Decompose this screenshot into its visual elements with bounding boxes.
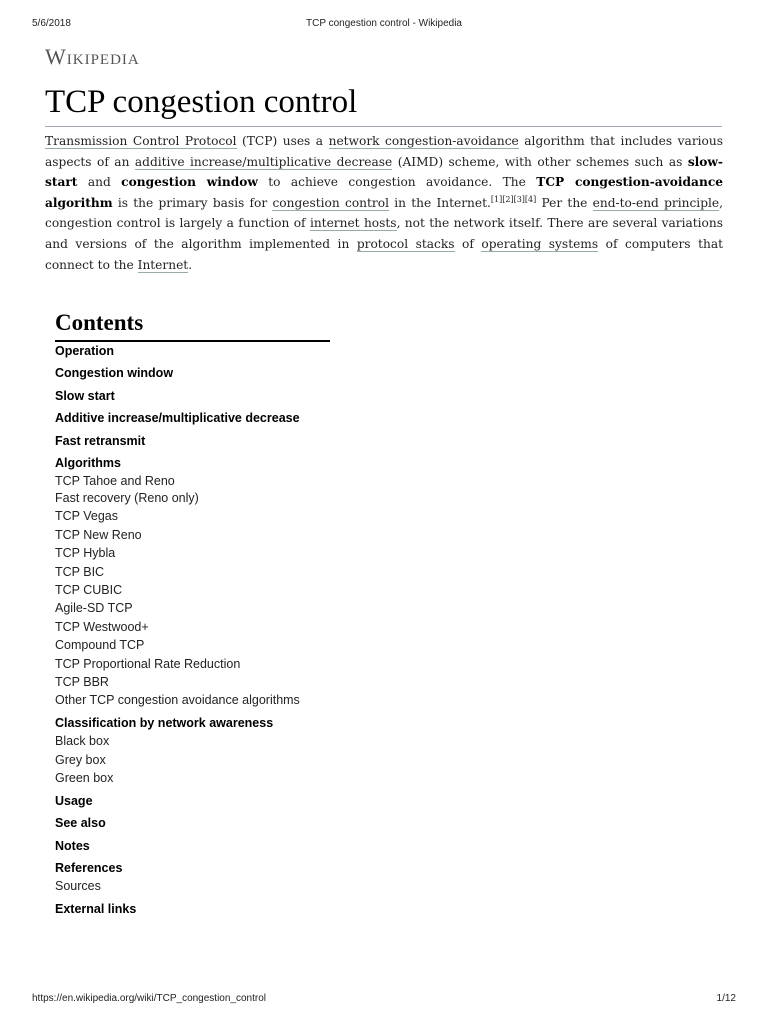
lead-link[interactable]: protocol stacks bbox=[356, 236, 455, 251]
lead-text: algorithm that includes various aspects of an bbox=[45, 134, 723, 169]
toc-link[interactable]: Other TCP congestion avoidance algorithms bbox=[55, 693, 300, 708]
toc-subsubitem bbox=[55, 490, 330, 507]
toc-link[interactable]: Compound TCP bbox=[55, 638, 145, 653]
lead-bold-term: congestion window bbox=[121, 175, 258, 190]
toc-sublist bbox=[55, 877, 330, 895]
lead-text: , not the network itself. There are several variations and versions of the algorithm implemented in bbox=[45, 216, 723, 251]
toc-link[interactable]: External links bbox=[55, 901, 137, 916]
toc-link[interactable]: Black box bbox=[55, 734, 110, 749]
toc-link[interactable]: TCP New Reno bbox=[55, 527, 142, 542]
toc-subitem bbox=[55, 636, 330, 654]
page-title: TCP congestion control bbox=[45, 82, 722, 127]
lead-link[interactable]: congestion control bbox=[272, 195, 389, 210]
toc-item bbox=[55, 364, 330, 382]
toc-link[interactable]: Classification by network awareness bbox=[55, 716, 274, 731]
toc-link[interactable]: Operation bbox=[55, 344, 115, 358]
lead-link[interactable]: end-to-end principle bbox=[592, 195, 720, 210]
lead-paragraph bbox=[45, 131, 723, 275]
toc-subitem bbox=[55, 877, 330, 895]
toc-link[interactable]: Green box bbox=[55, 771, 114, 786]
toc-link[interactable]: TCP BIC bbox=[55, 564, 105, 579]
toc-subitem bbox=[55, 544, 330, 562]
lead-text: (AIMD) scheme, with other schemes such as bbox=[392, 154, 688, 169]
toc-item bbox=[55, 409, 330, 427]
lead-text: of bbox=[454, 236, 482, 251]
toc-item bbox=[55, 387, 330, 405]
print-date: 5/6/2018 bbox=[32, 18, 71, 29]
toc-subitem bbox=[55, 472, 330, 507]
citation-refs[interactable]: [1][2][3][4] bbox=[490, 194, 537, 204]
toc-item bbox=[55, 792, 330, 810]
toc-link[interactable]: Fast recovery (Reno only) bbox=[55, 491, 199, 506]
lead-link[interactable]: additive increase/multiplicative decrease bbox=[134, 154, 393, 169]
toc-link[interactable]: Grey box bbox=[55, 752, 106, 767]
toc-link[interactable]: Additive increase/multiplicative decrease bbox=[55, 411, 300, 426]
toc-subitem bbox=[55, 732, 330, 750]
toc-link[interactable]: Congestion window bbox=[55, 366, 174, 381]
toc-subitem bbox=[55, 769, 330, 787]
lead-bold-term: slow-start bbox=[45, 154, 723, 190]
toc-link[interactable]: TCP CUBIC bbox=[55, 582, 123, 597]
toc-item bbox=[55, 814, 330, 832]
toc-item bbox=[55, 342, 330, 360]
toc-list bbox=[55, 342, 330, 918]
toc-item bbox=[55, 714, 330, 787]
toc-subitem bbox=[55, 599, 330, 617]
toc-subitem bbox=[55, 581, 330, 599]
lead-text: and bbox=[77, 175, 122, 190]
toc-item bbox=[55, 432, 330, 450]
toc-sublist bbox=[55, 490, 330, 507]
toc-link[interactable]: See also bbox=[55, 816, 106, 831]
toc-link[interactable]: Sources bbox=[55, 879, 101, 893]
toc-sublist bbox=[55, 472, 330, 710]
toc-heading: Contents bbox=[55, 310, 330, 342]
print-header bbox=[32, 18, 736, 32]
lead-link[interactable]: operating systems bbox=[481, 236, 599, 251]
lead-text: is the primary basis for bbox=[112, 195, 273, 210]
toc-link[interactable]: References bbox=[55, 861, 123, 875]
table-of-contents bbox=[55, 310, 330, 922]
toc-item bbox=[55, 837, 330, 855]
toc-item bbox=[55, 859, 330, 895]
lead-text: . bbox=[188, 257, 193, 272]
toc-link[interactable]: Usage bbox=[55, 793, 93, 808]
lead-link[interactable]: Internet bbox=[137, 257, 189, 272]
toc-link[interactable]: Slow start bbox=[55, 388, 115, 403]
lead-link[interactable]: internet hosts bbox=[309, 216, 397, 231]
toc-link[interactable]: Agile-SD TCP bbox=[55, 601, 133, 616]
toc-subitem bbox=[55, 526, 330, 544]
print-footer bbox=[32, 993, 736, 1007]
lead-text: Per the bbox=[536, 195, 593, 210]
toc-link[interactable]: Algorithms bbox=[55, 455, 121, 470]
lead-text: of computers that connect to the bbox=[45, 236, 723, 272]
toc-subitem bbox=[55, 618, 330, 636]
toc-subitem bbox=[55, 673, 330, 691]
toc-subitem bbox=[55, 507, 330, 525]
toc-link[interactable]: TCP Tahoe and Reno bbox=[55, 473, 175, 488]
toc-link[interactable]: Fast retransmit bbox=[55, 433, 146, 448]
lead-text: to achieve congestion avoidance. The bbox=[257, 175, 537, 190]
toc-link[interactable]: TCP BBR bbox=[55, 675, 109, 690]
toc-sublist bbox=[55, 732, 330, 787]
lead-link[interactable]: network congestion-avoidance bbox=[328, 134, 519, 148]
toc-item bbox=[55, 454, 330, 710]
toc-subitem bbox=[55, 563, 330, 581]
lead-text: in the Internet. bbox=[388, 195, 491, 210]
lead-link[interactable]: Transmission Control Protocol bbox=[45, 134, 237, 148]
toc-link[interactable]: TCP Vegas bbox=[55, 509, 119, 524]
toc-subitem bbox=[55, 751, 330, 769]
lead-text: , congestion control is largely a function of bbox=[45, 195, 723, 231]
print-page-number: 1/12 bbox=[716, 993, 736, 1004]
toc-subitem bbox=[55, 655, 330, 673]
print-url: https://en.wikipedia.org/wiki/TCP_congestion_control bbox=[32, 993, 267, 1004]
wikipedia-wordmark[interactable]: Wikipedia bbox=[45, 44, 140, 69]
toc-link[interactable]: TCP Hybla bbox=[55, 546, 116, 561]
print-page-title: TCP congestion control - Wikipedia bbox=[306, 18, 462, 29]
lead-bold-term: TCP congestion-avoidance algorithm bbox=[45, 175, 723, 210]
toc-link[interactable]: TCP Proportional Rate Reduction bbox=[55, 656, 241, 671]
lead-text: (TCP) uses a bbox=[236, 134, 329, 148]
toc-link[interactable]: Notes bbox=[55, 838, 90, 853]
toc-item bbox=[55, 900, 330, 918]
toc-link[interactable]: TCP Westwood+ bbox=[55, 619, 149, 634]
toc-subitem bbox=[55, 691, 330, 709]
